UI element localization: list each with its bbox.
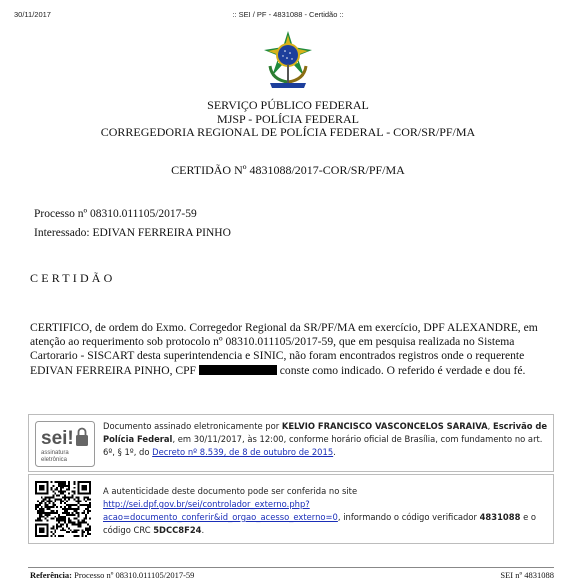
body-part-2: conste como indicado. O referido é verdade e dou fé. — [276, 363, 526, 377]
heading-line-2: MJSP - POLÍCIA FEDERAL — [217, 111, 359, 126]
redaction-bar — [199, 365, 277, 375]
document-reference: :: SEI / PF - 4831088 - Certidão :: — [232, 10, 344, 19]
signature-text — [103, 420, 549, 459]
authenticity-text-3: e o código CRC — [103, 512, 537, 535]
sei-logo-sub2: eletrônica — [41, 457, 68, 463]
authenticity-box — [28, 474, 554, 544]
qr-code-icon — [35, 481, 91, 537]
footer-ref-value: Processo nº 08310.011105/2017-59 — [72, 570, 195, 580]
signature-text-1: Documento assinado eletronicamente por — [103, 421, 282, 431]
processo-number: Processo nº 08310.011105/2017-59 — [34, 208, 197, 220]
electronic-signature-box — [28, 414, 554, 472]
institution-heading — [0, 99, 576, 140]
certificate-body — [30, 321, 552, 378]
verification-url-line-2[interactable]: acao=documento_conferir&id_orgao_acesso_externo=0 — [103, 512, 338, 522]
verification-url-line-1[interactable]: http://sei.dpf.gov.br/sei/controlador_externo.php? — [103, 499, 310, 509]
decree-link[interactable]: Decreto nº 8.539, de 8 de outubro de 2015 — [152, 447, 334, 457]
verifier-code: 4831088 — [479, 512, 521, 522]
brazil-coat-of-arms-icon — [262, 30, 314, 90]
sei-signature-logo — [35, 421, 95, 467]
signer-name: KELVIO FRANCISCO VASCONCELOS SARAIVA — [281, 421, 488, 431]
print-header — [0, 10, 576, 24]
signer-role: Escrivão de Polícia Federal — [103, 421, 548, 444]
heading-line-3: CORREGEDORIA REGIONAL DE POLÍCIA FEDERAL - COR/SR/PF/MA — [100, 125, 476, 139]
signature-text-3: , em 30/11/2017, às 12:00, conforme horário oficial de Brasília, com fundamento no art. 6º, § 1º, do — [103, 434, 543, 457]
certidao-title: CERTIDÃO — [30, 271, 116, 285]
footer-divider — [28, 567, 554, 568]
body-part-1: CERTIFICO, de ordem do Exmo. Corregedor Regional da SR/PF/MA em exercício, DPF ALEXANDRE, em atenção ao requerimento sob protocolo nº 08310.011105/2017-59, que em pesquisa realizada no Sistema Cartorario - SISCART desta superintendencia e SINIC, não foram encontrados registros onde o requerente EDIVAN FERREIRA PINHO, CPF — [30, 321, 538, 377]
print-date: 30/11/2017 — [14, 10, 51, 19]
lock-icon — [76, 435, 88, 446]
footer-ref-label: Referência: — [30, 570, 73, 580]
footer-sei-number: SEI nº 4831088 — [500, 570, 554, 580]
signature-text-4: . — [333, 447, 336, 457]
sei-logo-sub1: assinatura — [41, 450, 69, 456]
certidao-number: CERTIDÃO Nº 4831088/2017-COR/SR/PF/MA — [171, 163, 405, 177]
heading-line-1: SERVIÇO PÚBLICO FEDERAL — [207, 98, 369, 112]
authenticity-text-4: . — [201, 525, 205, 535]
authenticity-text-1: A autenticidade deste documento pode ser conferida no site — [103, 486, 358, 496]
interessado: Interessado: EDIVAN FERREIRA PINHO — [34, 227, 231, 239]
sei-logo-main: sei! — [41, 428, 74, 449]
crc-code: 5DCC8F24 — [153, 525, 202, 535]
authenticity-text-2: , informando o código verificador — [337, 512, 480, 522]
authenticity-text — [103, 485, 549, 537]
signature-text-2: , — [487, 421, 493, 431]
footer-reference — [30, 570, 194, 580]
